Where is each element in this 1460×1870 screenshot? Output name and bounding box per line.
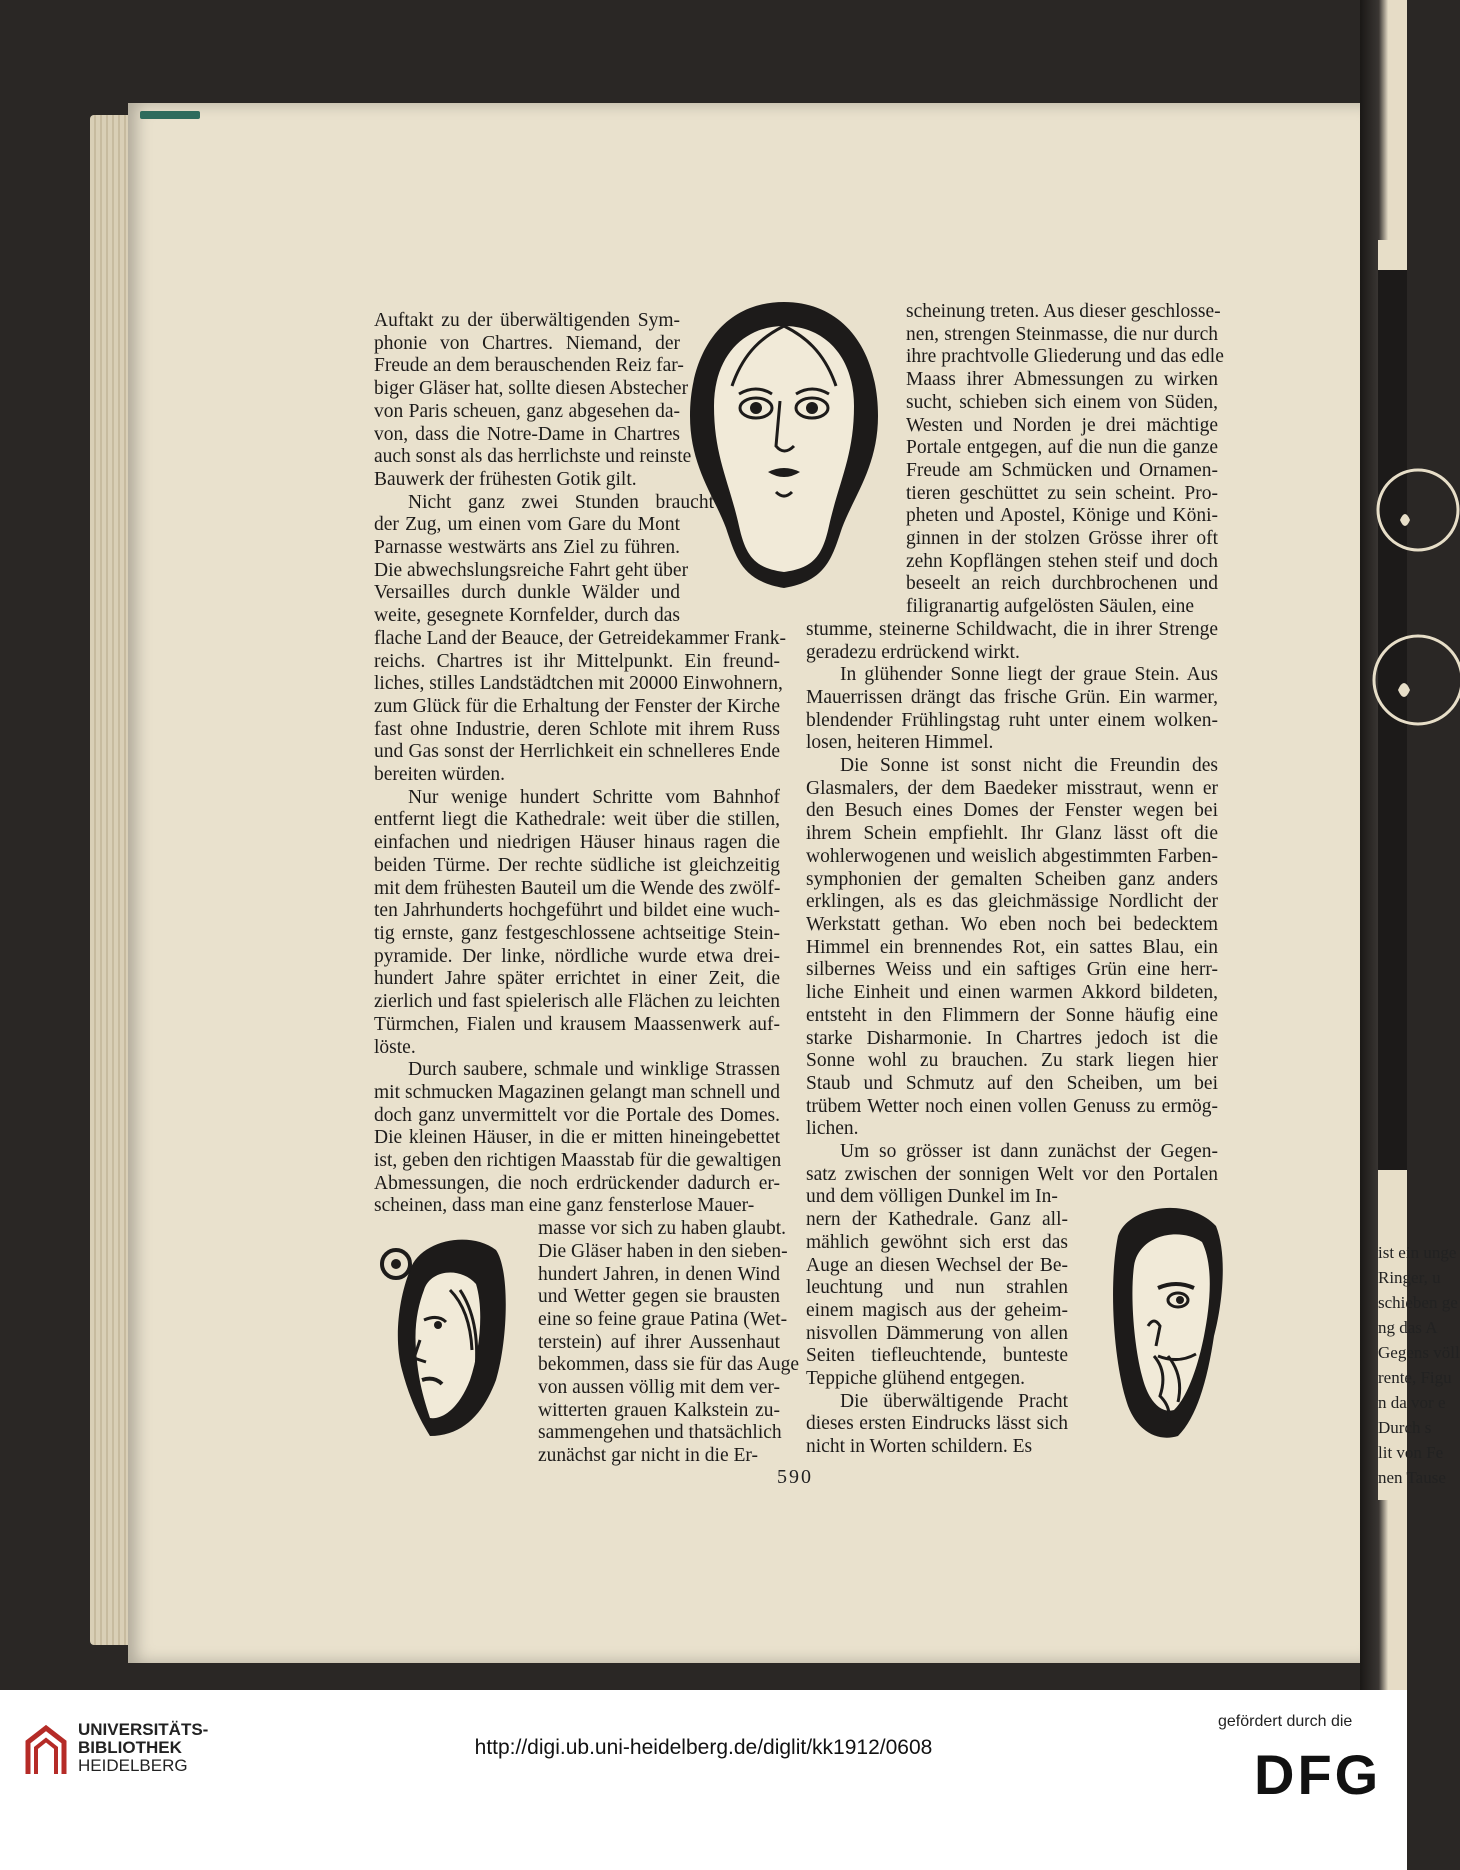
text-line: Die überwältigende Pracht (840, 1390, 1068, 1412)
text-line: eine so feine graue Patina (Wet- (538, 1308, 788, 1330)
text-line: ihre prachtvolle Gliederung und das edle (906, 346, 1224, 368)
text-line: nen, strengen Steinmasse, die nur durch (906, 323, 1218, 345)
text-line: Teppiche glühend entgegen. (806, 1368, 1026, 1390)
paragraph (806, 619, 1218, 664)
next-page-fragment: Durch s (1378, 1418, 1432, 1437)
text-line: doch ganz unvermittelt vor die Portale des Domes. (374, 1104, 780, 1126)
paragraph (806, 664, 1218, 755)
text-line: starke Disharmonie. In Chartres jedoch ist die (806, 1027, 1218, 1049)
text-line: masse vor sich zu haben glaubt. (538, 1218, 787, 1240)
next-page-fragment: n da vor e (1378, 1393, 1446, 1412)
footer-bar (0, 1690, 1407, 1870)
paragraph (806, 1209, 1068, 1391)
text-line: fast ohne Industrie, deren Schlote mit ihrem Russ (374, 718, 780, 740)
text-line: mit dem frühesten Bauteil um die Wende des zwölf- (374, 877, 781, 899)
text-line: Parnasse westwärts ans Ziel zu führen. (374, 537, 680, 559)
text-line: witterten grauen Kalkstein zu- (538, 1399, 780, 1421)
text-line: beiden Türme. Der rechte südliche ist gleichzeitig (374, 854, 780, 876)
text-line: Um so grösser ist dann zunächst der Gegen- (840, 1141, 1218, 1163)
text-line: weite, gesegnete Kornfelder, durch das (374, 605, 680, 627)
text-line: Nur wenige hundert Schritte vom Bahnhof (408, 786, 780, 808)
text-line: stumme, steinerne Schildwacht, die in ihrer Strenge (806, 618, 1218, 640)
text-line: nisvollen Dämmerung von allen (806, 1322, 1068, 1344)
text-line: Durch saubere, schmale und winklige Strassen (408, 1059, 780, 1081)
right-text-column (806, 301, 1224, 1459)
text-line: ginnen in der stolzen Grösse ihrer oft (906, 528, 1218, 550)
dfg-logo: DFG (1254, 1743, 1382, 1806)
text-line: tig ernste, ganz festgeschlossene achtseitige Stein- (374, 922, 780, 944)
next-page-edge (1378, 240, 1460, 1500)
text-line: Die Gläser haben in den sieben- (538, 1240, 788, 1262)
text-line: liche Einheit und einen warmen Akkord bildeten, (806, 982, 1218, 1004)
text-line: sucht, schieben sich einem von Süden, (906, 391, 1218, 413)
next-page-fragment: ist ein unge (1378, 1243, 1457, 1262)
text-line: silbernes Weiss und ein saftiges Grün eine herr- (806, 959, 1218, 981)
text-line: scheinung treten. Aus dieser geschlosse- (906, 301, 1221, 322)
library-name-line1: UNIVERSITÄTS- (78, 1720, 209, 1739)
text-line: Auftakt zu der überwältigenden Sym- (374, 310, 680, 331)
text-line: terstein) auf ihrer Aussenhaut (538, 1331, 780, 1353)
paragraph (374, 787, 780, 1059)
text-line: von aussen völlig mit dem ver- (538, 1377, 780, 1399)
text-line: Nicht ganz zwei Stunden braucht (408, 491, 714, 513)
text-line: einem magisch aus der geheim- (806, 1299, 1068, 1321)
left-text-column (374, 310, 800, 1468)
text-line: Westen und Norden je drei mächtige (906, 414, 1218, 436)
paragraph (806, 755, 1218, 1141)
text-line: Freude an dem berauschenden Reiz far- (374, 355, 684, 377)
text-line: einfachen und niedrigen Häuser hinaus ragen die (374, 832, 780, 854)
funding-label: gefördert durch die (1218, 1713, 1353, 1730)
text-line: nern der Kathedrale. Ganz all- (806, 1209, 1068, 1231)
text-line: auch sonst als das herrlichste und reinste (374, 446, 692, 468)
text-line: Werkstatt gethan. Wo eben noch bei bedecktem (806, 913, 1218, 935)
next-page-fragment: lit von Fe (1378, 1443, 1444, 1462)
text-line: Sonne wohl zu brauchen. Zu stark liegen hier (806, 1050, 1218, 1072)
text-line: Bauwerk der frühesten Gotik gilt. (374, 468, 637, 490)
text-line: und Gas sonst der Herrlichkeit ein schnelleres Ende (374, 741, 780, 763)
text-line: leuchtung und nun strahlen (806, 1277, 1068, 1299)
text-line: trübem Wetter noch einen vollen Genuss zu ermög- (806, 1095, 1218, 1117)
text-line: Abmessungen, die noch erdrückender dadurch er- (374, 1172, 780, 1194)
next-page-ornament (1378, 270, 1407, 1170)
text-line: lichen. (806, 1118, 859, 1140)
text-line: dieses ersten Eindrucks lässt sich (806, 1413, 1068, 1435)
text-line: Versailles durch dunkle Wälder und (374, 582, 680, 604)
text-line: wohlerwogenen und weislich abgestimmten Farben- (806, 845, 1218, 867)
text-line: phonie von Chartres. Niemand, der (374, 332, 680, 354)
paragraph (538, 1218, 800, 1468)
text-line: und Wetter gegen sie brausten (538, 1286, 780, 1308)
text-line: nicht in Worten schildern. Es (806, 1436, 1033, 1458)
text-line: hundert Jahren, in denen Wind (538, 1263, 780, 1285)
text-line: bereiten würden. (374, 764, 506, 786)
headband (140, 111, 200, 119)
text-line: mit schmucken Magazinen gelangt man schnell und (374, 1081, 780, 1103)
text-line: entsteht in den Flimmern der Sonne häufig eine (806, 1004, 1218, 1026)
text-line: tieren geschüttet zu sein scheint. Pro- (906, 482, 1218, 504)
next-page-fragment: schieben ge (1378, 1293, 1458, 1312)
page-number: 590 (777, 1466, 813, 1488)
text-line: satz zwischen der sonnigen Welt vor den Portalen (806, 1163, 1218, 1185)
text-line: pyramide. Der linke, nördliche wurde etwa drei- (374, 945, 780, 967)
paragraph (374, 310, 780, 492)
text-line: Himmel ein brennendes Rot, ein sattes Blau, ein (806, 936, 1218, 958)
text-line: zunächst gar nicht in die Er- (538, 1445, 758, 1467)
text-line: Glasmalers, der dem Baedeker misstraut, wenn er (806, 777, 1218, 799)
text-line: ihrem Schein empfiehlt. Ihr Glanz lässt oft die (806, 823, 1218, 845)
text-line: entfernt liegt die Kathedrale: weit über die stillen, (374, 809, 780, 831)
text-line: zehn Kopflängen stehen steif und doch (906, 550, 1218, 572)
paragraph (806, 1391, 1068, 1459)
text-line: von Paris scheuen, ganz abgesehen da- (374, 400, 680, 422)
next-page-fragment: rente, Figu (1378, 1368, 1452, 1387)
text-line: den Besuch eines Domes der Fenster wegen bei (806, 800, 1218, 822)
text-line: zierlich und fast spielerisch alle Flächen zu leichten (374, 991, 780, 1013)
text-line: von, dass die Notre-Dame in Chartres (374, 423, 680, 445)
next-page-fragment: nen Tause (1378, 1468, 1446, 1487)
text-line: zum Glück für die Erhaltung der Fenster der Kirche (374, 695, 780, 717)
text-line: biger Gläser hat, sollte diesen Abstecher (374, 378, 689, 400)
next-page-fragment: ng das A (1378, 1318, 1438, 1337)
text-line: geradezu erdrückend wirkt. (806, 641, 1020, 663)
text-line: mählich gewöhnt sich erst das (806, 1231, 1068, 1253)
text-line: scheinen, dass man eine ganz fensterlose Mauer- (374, 1195, 755, 1217)
text-line: symphonien der gemalten Scheiben ganz anders (806, 868, 1218, 890)
text-line: Auge an diesen Wechsel der Be- (806, 1254, 1068, 1276)
text-line: losen, heiteren Himmel. (806, 732, 994, 754)
next-page-text-fragments (1378, 1240, 1460, 1490)
text-line: Mauerrissen drängt das frische Grün. Ein warmer, (806, 686, 1218, 708)
library-name-line2: BIBLIOTHEK (78, 1738, 182, 1757)
text-line: blendender Frühlingstag ruht unter einem wolken- (806, 709, 1218, 731)
next-page-plate (1378, 270, 1407, 1170)
text-line: bekommen, dass sie für das Auge (538, 1354, 800, 1376)
text-line: Die abwechslungsreiche Fahrt geht über (374, 559, 689, 581)
text-line: hundert Jahre später errichtet in einer Zeit, die (374, 968, 780, 990)
paragraph (374, 491, 786, 787)
next-page-fragment: Gegens völl (1378, 1343, 1460, 1362)
text-line: filigranartig aufgelösten Säulen, eine (906, 596, 1195, 618)
text-line: Portale entgegen, auf die nun die ganze (906, 437, 1218, 459)
text-line: beseelt an reich durchbrochenen und (906, 573, 1218, 595)
text-line: liches, stilles Landstädtchen mit 20000 Einwohnern, (374, 673, 783, 695)
paragraph (806, 1141, 1218, 1209)
library-name-line3: HEIDELBERG (78, 1756, 188, 1775)
text-line: pheten und Apostel, Könige und Köni- (906, 505, 1218, 527)
text-line: Seiten tiefleuchtende, bunteste (806, 1345, 1068, 1367)
text-line: Staub und Schmutz auf den Scheiben, um bei (806, 1072, 1218, 1094)
text-line: sammengehen und thatsächlich (538, 1422, 782, 1444)
paragraph (374, 1059, 780, 1218)
text-line: erklingen, als es das gleichmässige Nordlicht der (806, 891, 1218, 913)
text-line: Freude am Schmücken und Ornamen- (906, 459, 1218, 481)
text-line: ten Jahrhunderts hochgeführt und bildet eine wuch- (374, 900, 780, 922)
text-line: Maass ihrer Abmessungen zu wirken (906, 369, 1218, 391)
text-line: Die Sonne ist sonst nicht die Freundin des (840, 755, 1218, 777)
paragraph (906, 301, 1224, 619)
text-line: Die kleinen Häuser, in die er mitten hineingebettet (374, 1127, 780, 1149)
permalink-url[interactable]: http://digi.ub.uni-heidelberg.de/diglit/kk1912/0608 (474, 1736, 933, 1759)
text-line: reichs. Chartres ist ihr Mittelpunkt. Ein freund- (374, 650, 780, 672)
text-line: In glühender Sonne liegt der graue Stein. Aus (840, 664, 1218, 686)
next-page-fragment: Ringer, u (1378, 1268, 1441, 1287)
text-line: und dem völligen Dunkel im In- (806, 1186, 1058, 1208)
text-line: löste. (374, 1036, 416, 1058)
text-line: Türmchen, Fialen und krausem Maassenwerk auf- (374, 1013, 780, 1035)
text-line: flache Land der Beauce, der Getreidekammer Frank- (374, 627, 786, 649)
text-line: ist, geben den richtigen Maasstab für die gewaltigen (374, 1150, 782, 1172)
text-line: der Zug, um einen vom Gare du Mont (374, 514, 680, 536)
